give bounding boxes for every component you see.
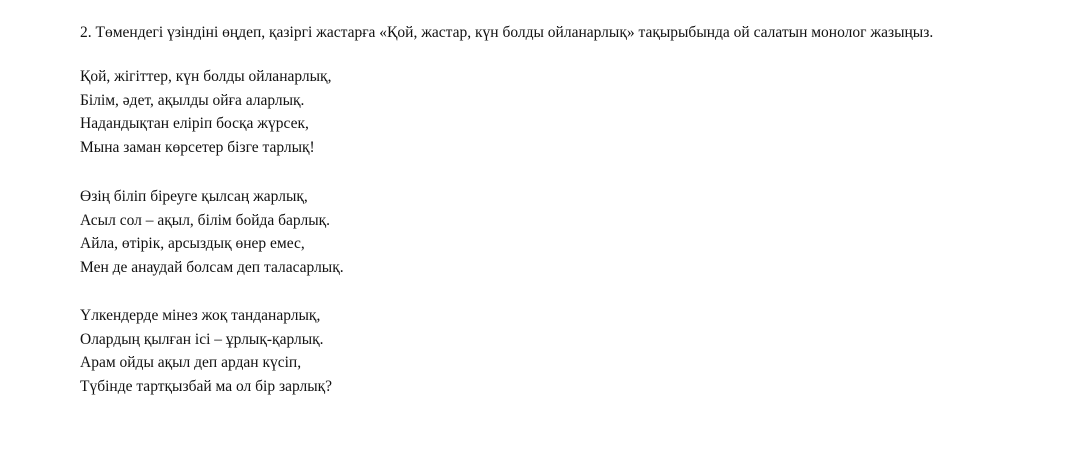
poem-line: Айла, өтірік, арсыздық өнер емес, [80,235,305,252]
poem-line: Үлкендерде мінез жоқ танданарлық, [80,307,321,324]
poem-line: Мына заман көрсетер бізге тарлық! [80,138,315,156]
poem-stanza-2 [80,185,344,279]
task-instruction: 2. Төмендегі үзіндіні өңдеп, қазіргі жастарға «Қой, жастар, күн болды ойланарлық» тақырыбында ой салатын монолог жазыңыз. [80,24,934,41]
poem-stanza-1 [80,65,331,159]
poem-line: Асыл сол – ақыл, білім бойда барлық. [80,211,331,229]
poem-line: Білім, әдет, ақылды ойға аларлық. [80,91,305,109]
poem-line: Қой, жігіттер, күн болды ойланарлық, [80,68,332,85]
poem-line: Надандықтан еліріп босқа жүрсек, [80,115,309,132]
poem-line: Арам ойды ақыл деп ардан күсіп, [80,354,302,371]
poem-stanza-3 [80,304,332,398]
poem-line: Мен де анаудай болсам деп таласарлық. [80,258,344,276]
poem-line: Олардың қылған ісі – ұрлық-қарлық. [80,330,324,348]
poem-line: Түбінде тартқызбай ма ол бір зарлық? [80,377,333,395]
poem-line: Өзің біліп біреуге қылсаң жарлық, [80,188,308,205]
